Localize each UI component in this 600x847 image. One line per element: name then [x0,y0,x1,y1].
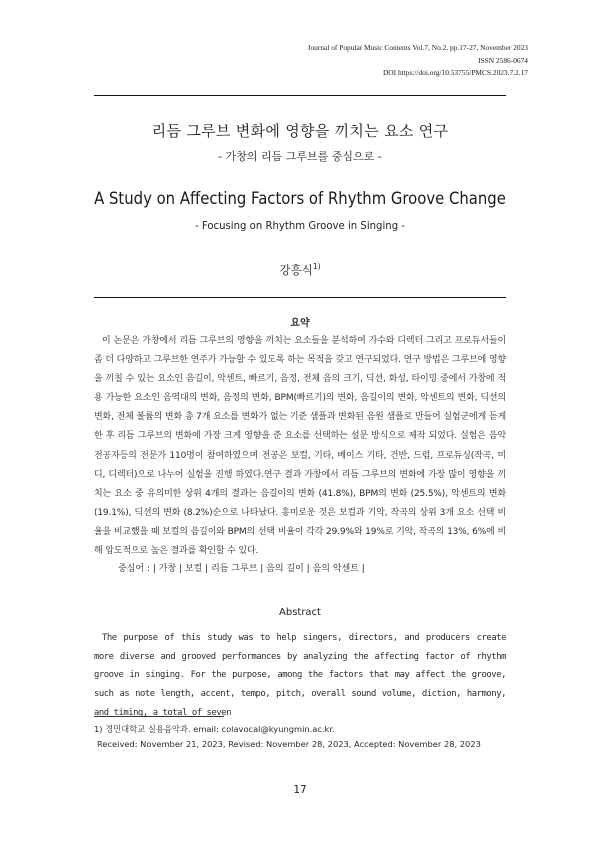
footnote-affiliation: 1) 경민대학교 실용음악과. email: colavocal@kyungmin.ac.kr. [94,724,335,734]
footnote [94,722,524,751]
footnote-dates: Received: November 21, 2023, Revised: November 28, 2023, Accepted: November 28, 2023 [97,738,481,749]
english-title: A Study on Affecting Factors of Rhythm Groove Change [94,189,506,208]
korean-abstract-heading: 요약 [290,318,310,329]
journal-doi: DOI https://doi.org/10.53755/PMCS.2023.7.2.17 [382,68,528,78]
keywords-label: 중심어 : [118,564,153,574]
keywords: 중심어 : | 가창 | 보컬 | 리듬 그루브 | 음의 길이 | 음의 악센트 | [118,561,365,574]
author-name: 강흥식 [279,263,313,277]
journal-issn: ISSN 2586-0674 [478,55,528,65]
english-abstract-heading: Abstract [279,607,321,618]
journal-info [308,42,528,80]
author-footnote-mark: 1) [312,262,321,272]
journal-citation: Journal of Popular Music Contents Vol.7, No.2, pp.17-27, November 2023 [307,43,528,52]
korean-title: 리듬 그루브 변화에 영향을 끼치는 요소 연구 [151,122,449,140]
keyword: 음의 악센트 | [313,564,365,574]
keyword: 보컬 | [185,564,211,574]
page-number: 17 [293,784,307,796]
korean-abstract-body: 이 논문은 가창에서 리듬 그루브의 영향을 끼치는 요소들을 분석하여 가수와 디렉터 그리고 프로듀서들이 좀 더 다양하고 그루브한 연주가 가능할 수 있도록 하는 목적을 갖고 연구되었다. 연구 방법은 그루브에 영향을 끼칠 수 있는 요소인 음길이, 악센트, 빠르기, 음정, 전체 음의 크기, 딕션, 화성, 타이밍 중에서 가창에 적용 가능한 요소인 음역대의 변화, 음정의 변화, BPM(빠르기)의 변화, 음길이의 변화, 악센트의 변화, 딕션의 변화, 전체 볼륨의 변화 총 7개 요소를 변화가 없는 기준 샘플과 변화된 음원 샘플로 만들어 실험군에게 듣게 한 후 리듬 그루브의 변화에 가장 크게 영향을 준 요소를 선택하는 설문 방식으로 제작 되었다. 실험은 음악 전공자등의 전문가 110명이 참여하였으며 전공은 보컬, 기타, 베이스 기타, 건반, 드럼, 프로듀싱(작곡, 미디, 디렉터)으로 나누어 실험을 진행 하였다.연구 결과 가창에서 리듬 그루브의 변화에 가장 많이 영향을 끼치는 요소 중 유의미한 상위 4개의 결과는 음길이의 변화 (41.8%), BPM의 변화 (25.5%), 악센트의 변화 (19.1%), 딕션의 변화 (8.2%)순으로 나타났다. 흥미로운 것은 보컬과 기악, 작곡의 상위 3개 요소 선택 비율을 비교했을 때 보컬의 음길이와 BPM의 선택 비율이 각각 29.9%와 19%로 기악, 작곡의 13%, 6%에 비해 압도적으로 높은 결과를 확인할 수 있다. [94,336,506,557]
author [0,262,600,278]
footnote-rule [94,716,224,717]
title-top-rule [94,95,506,96]
keyword: 음의 길이 | [266,564,312,574]
title-bottom-rule [94,297,506,298]
keyword: 가창 | [159,564,185,574]
english-subtitle: - Focusing on Rhythm Groove in Singing - [195,219,405,232]
english-abstract-body: The purpose of this study was to help singers, directors, and producers create more diverse and grooved performances by analyzing the affecting factor of rhythm groove in singing. For the purpose, among the factors that may affect the groove, such as note length, accent, tempo, pitch, overall sound volume, diction, harmony, and timing, a total of seven [94,633,506,718]
keyword: 리듬 그루브 | [211,564,266,574]
korean-subtitle: - 가창의 리듬 그루브를 중심으로 - [218,150,382,163]
